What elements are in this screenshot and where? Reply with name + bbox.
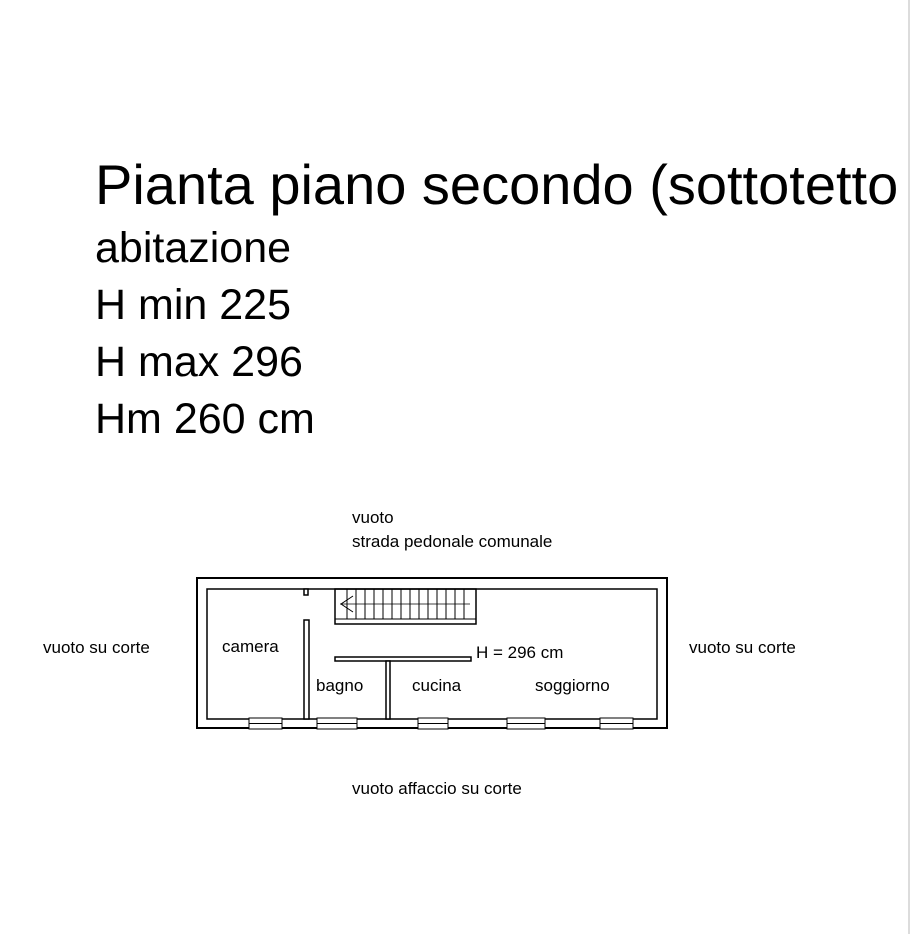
room-soggiorno: soggiorno: [535, 676, 610, 695]
staircase: [335, 589, 476, 624]
plan-title: Pianta piano secondo (sottotetto: [95, 153, 899, 216]
room-bagno: bagno: [316, 676, 364, 695]
min-height: H min 225: [95, 281, 291, 329]
plan-subtitle: abitazione: [95, 224, 292, 272]
north-label-1: vuoto: [352, 508, 394, 527]
height-label: H = 296 cm: [476, 643, 564, 662]
east-label: vuoto su corte: [689, 638, 796, 657]
north-label-2: strada pedonale comunale: [352, 532, 553, 551]
room-cucina: cucina: [412, 676, 462, 695]
mean-height: Hm 260 cm: [95, 395, 315, 443]
max-height: H max 296: [95, 338, 303, 386]
west-label: vuoto su corte: [43, 638, 150, 657]
south-label: vuoto affaccio su corte: [352, 779, 522, 798]
room-camera: camera: [222, 637, 279, 656]
